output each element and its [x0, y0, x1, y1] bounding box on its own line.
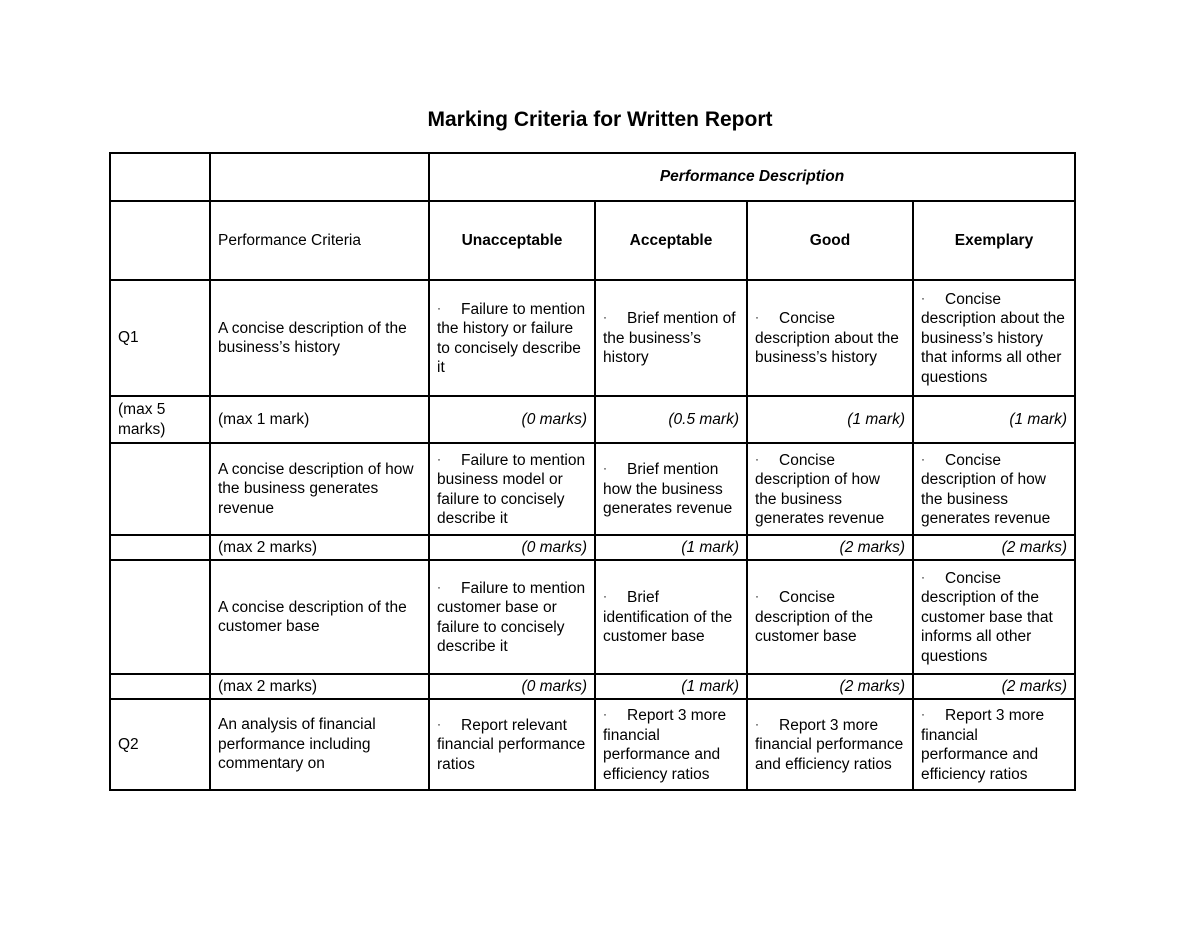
header-row-levels	[110, 201, 1075, 280]
description-cell	[913, 443, 1075, 535]
bullet-icon: ·	[921, 451, 925, 466]
question-label	[110, 443, 210, 535]
description-text: Report relevant financial performance ratios	[437, 716, 586, 773]
description-text: Failure to mention customer base or failure to concisely describe it	[437, 579, 586, 655]
bullet-icon: ·	[755, 589, 759, 604]
criteria-max-marks: (max 2 marks)	[210, 674, 429, 699]
description-cell	[747, 560, 913, 674]
description-cell	[595, 699, 747, 790]
description-text: Concise description of how the business generates revenue	[921, 451, 1051, 527]
question-label	[110, 560, 210, 674]
description-text: Brief mention how the business generates revenue	[603, 461, 733, 518]
level-header-acceptable: Acceptable	[595, 201, 747, 280]
marks-cell: (0.5 mark)	[595, 396, 747, 443]
marks-cell: (1 mark)	[595, 674, 747, 699]
description-cell	[913, 699, 1075, 790]
description-cell	[429, 443, 595, 535]
marks-row	[110, 674, 1075, 699]
description-cell	[429, 280, 595, 396]
bullet-icon: ·	[755, 451, 759, 466]
header-empty-cell	[110, 153, 210, 201]
header-empty-cell	[110, 201, 210, 280]
criteria-row	[110, 280, 1075, 396]
description-text: Concise description of how the business generates revenue	[755, 451, 885, 527]
description-text: Failure to mention the history or failure to concisely describe it	[437, 300, 586, 376]
question-label: Q1	[110, 280, 210, 396]
description-cell	[747, 699, 913, 790]
level-header-unacceptable: Unacceptable	[429, 201, 595, 280]
bullet-icon: ·	[921, 290, 925, 305]
description-text: Brief mention of the business’s history	[603, 310, 736, 367]
marks-cell: (1 mark)	[747, 396, 913, 443]
performance-criteria-header: Performance Criteria	[210, 201, 429, 280]
criteria-text: A concise description of the customer base	[210, 560, 429, 674]
bullet-icon: ·	[921, 569, 925, 584]
criteria-max-marks: (max 2 marks)	[210, 535, 429, 560]
marks-cell: (2 marks)	[913, 674, 1075, 699]
marks-cell: (2 marks)	[913, 535, 1075, 560]
description-cell	[595, 280, 747, 396]
description-text: Concise description about the business’s history	[755, 310, 899, 367]
marks-cell: (0 marks)	[429, 674, 595, 699]
description-cell	[595, 443, 747, 535]
description-cell	[429, 699, 595, 790]
bullet-icon: ·	[755, 716, 759, 731]
description-cell	[595, 560, 747, 674]
header-row-performance-description	[110, 153, 1075, 201]
criteria-row	[110, 699, 1075, 790]
description-cell	[913, 560, 1075, 674]
bullet-icon: ·	[603, 707, 607, 721]
marks-cell: (1 mark)	[595, 535, 747, 560]
description-text: Report 3 more financial performance and efficiency ratios	[603, 707, 727, 783]
marks-cell: (2 marks)	[747, 674, 913, 699]
criteria-max-marks: (max 1 mark)	[210, 396, 429, 443]
criteria-text: An analysis of financial performance including commentary on	[210, 699, 429, 790]
marks-row	[110, 535, 1075, 560]
bullet-icon: ·	[437, 300, 441, 315]
criteria-text: A concise description of how the business generates revenue	[210, 443, 429, 535]
bullet-icon: ·	[755, 310, 759, 325]
description-cell	[747, 280, 913, 396]
question-max-marks: (max 5 marks)	[110, 396, 210, 443]
performance-description-header: Performance Description	[429, 153, 1075, 201]
level-header-exemplary: Exemplary	[913, 201, 1075, 280]
marks-cell: (0 marks)	[429, 535, 595, 560]
description-text: Report 3 more financial performance and efficiency ratios	[755, 716, 904, 773]
description-cell	[429, 560, 595, 674]
page-title: Marking Criteria for Written Report	[427, 108, 773, 131]
bullet-icon: ·	[603, 461, 607, 476]
marks-cell: (2 marks)	[747, 535, 913, 560]
criteria-row	[110, 560, 1075, 674]
bullet-icon: ·	[437, 716, 441, 731]
criteria-text: A concise description of the business’s history	[210, 280, 429, 396]
criteria-row	[110, 443, 1075, 535]
description-cell	[913, 280, 1075, 396]
question-max-marks	[110, 674, 210, 699]
description-text: Report 3 more financial performance and efficiency ratios	[921, 707, 1045, 783]
marks-cell: (0 marks)	[429, 396, 595, 443]
level-header-good: Good	[747, 201, 913, 280]
marks-cell: (1 mark)	[913, 396, 1075, 443]
description-text: Failure to mention business model or failure to concisely describe it	[437, 451, 586, 527]
question-max-marks	[110, 535, 210, 560]
marks-row	[110, 396, 1075, 443]
question-label: Q2	[110, 699, 210, 790]
description-text: Concise description of the customer base that informs all other questions	[921, 569, 1053, 665]
bullet-icon: ·	[603, 310, 607, 325]
description-text: Concise description about the business’s history that informs all other questions	[921, 290, 1065, 386]
bullet-icon: ·	[603, 589, 607, 604]
description-text: Concise description of the customer base	[755, 589, 874, 646]
bullet-icon: ·	[437, 579, 441, 594]
bullet-icon: ·	[921, 707, 925, 721]
bullet-icon: ·	[437, 451, 441, 466]
description-text: Brief identification of the customer base	[603, 589, 733, 646]
description-cell	[747, 443, 913, 535]
header-empty-cell	[210, 153, 429, 201]
marking-criteria-table	[109, 152, 1076, 791]
